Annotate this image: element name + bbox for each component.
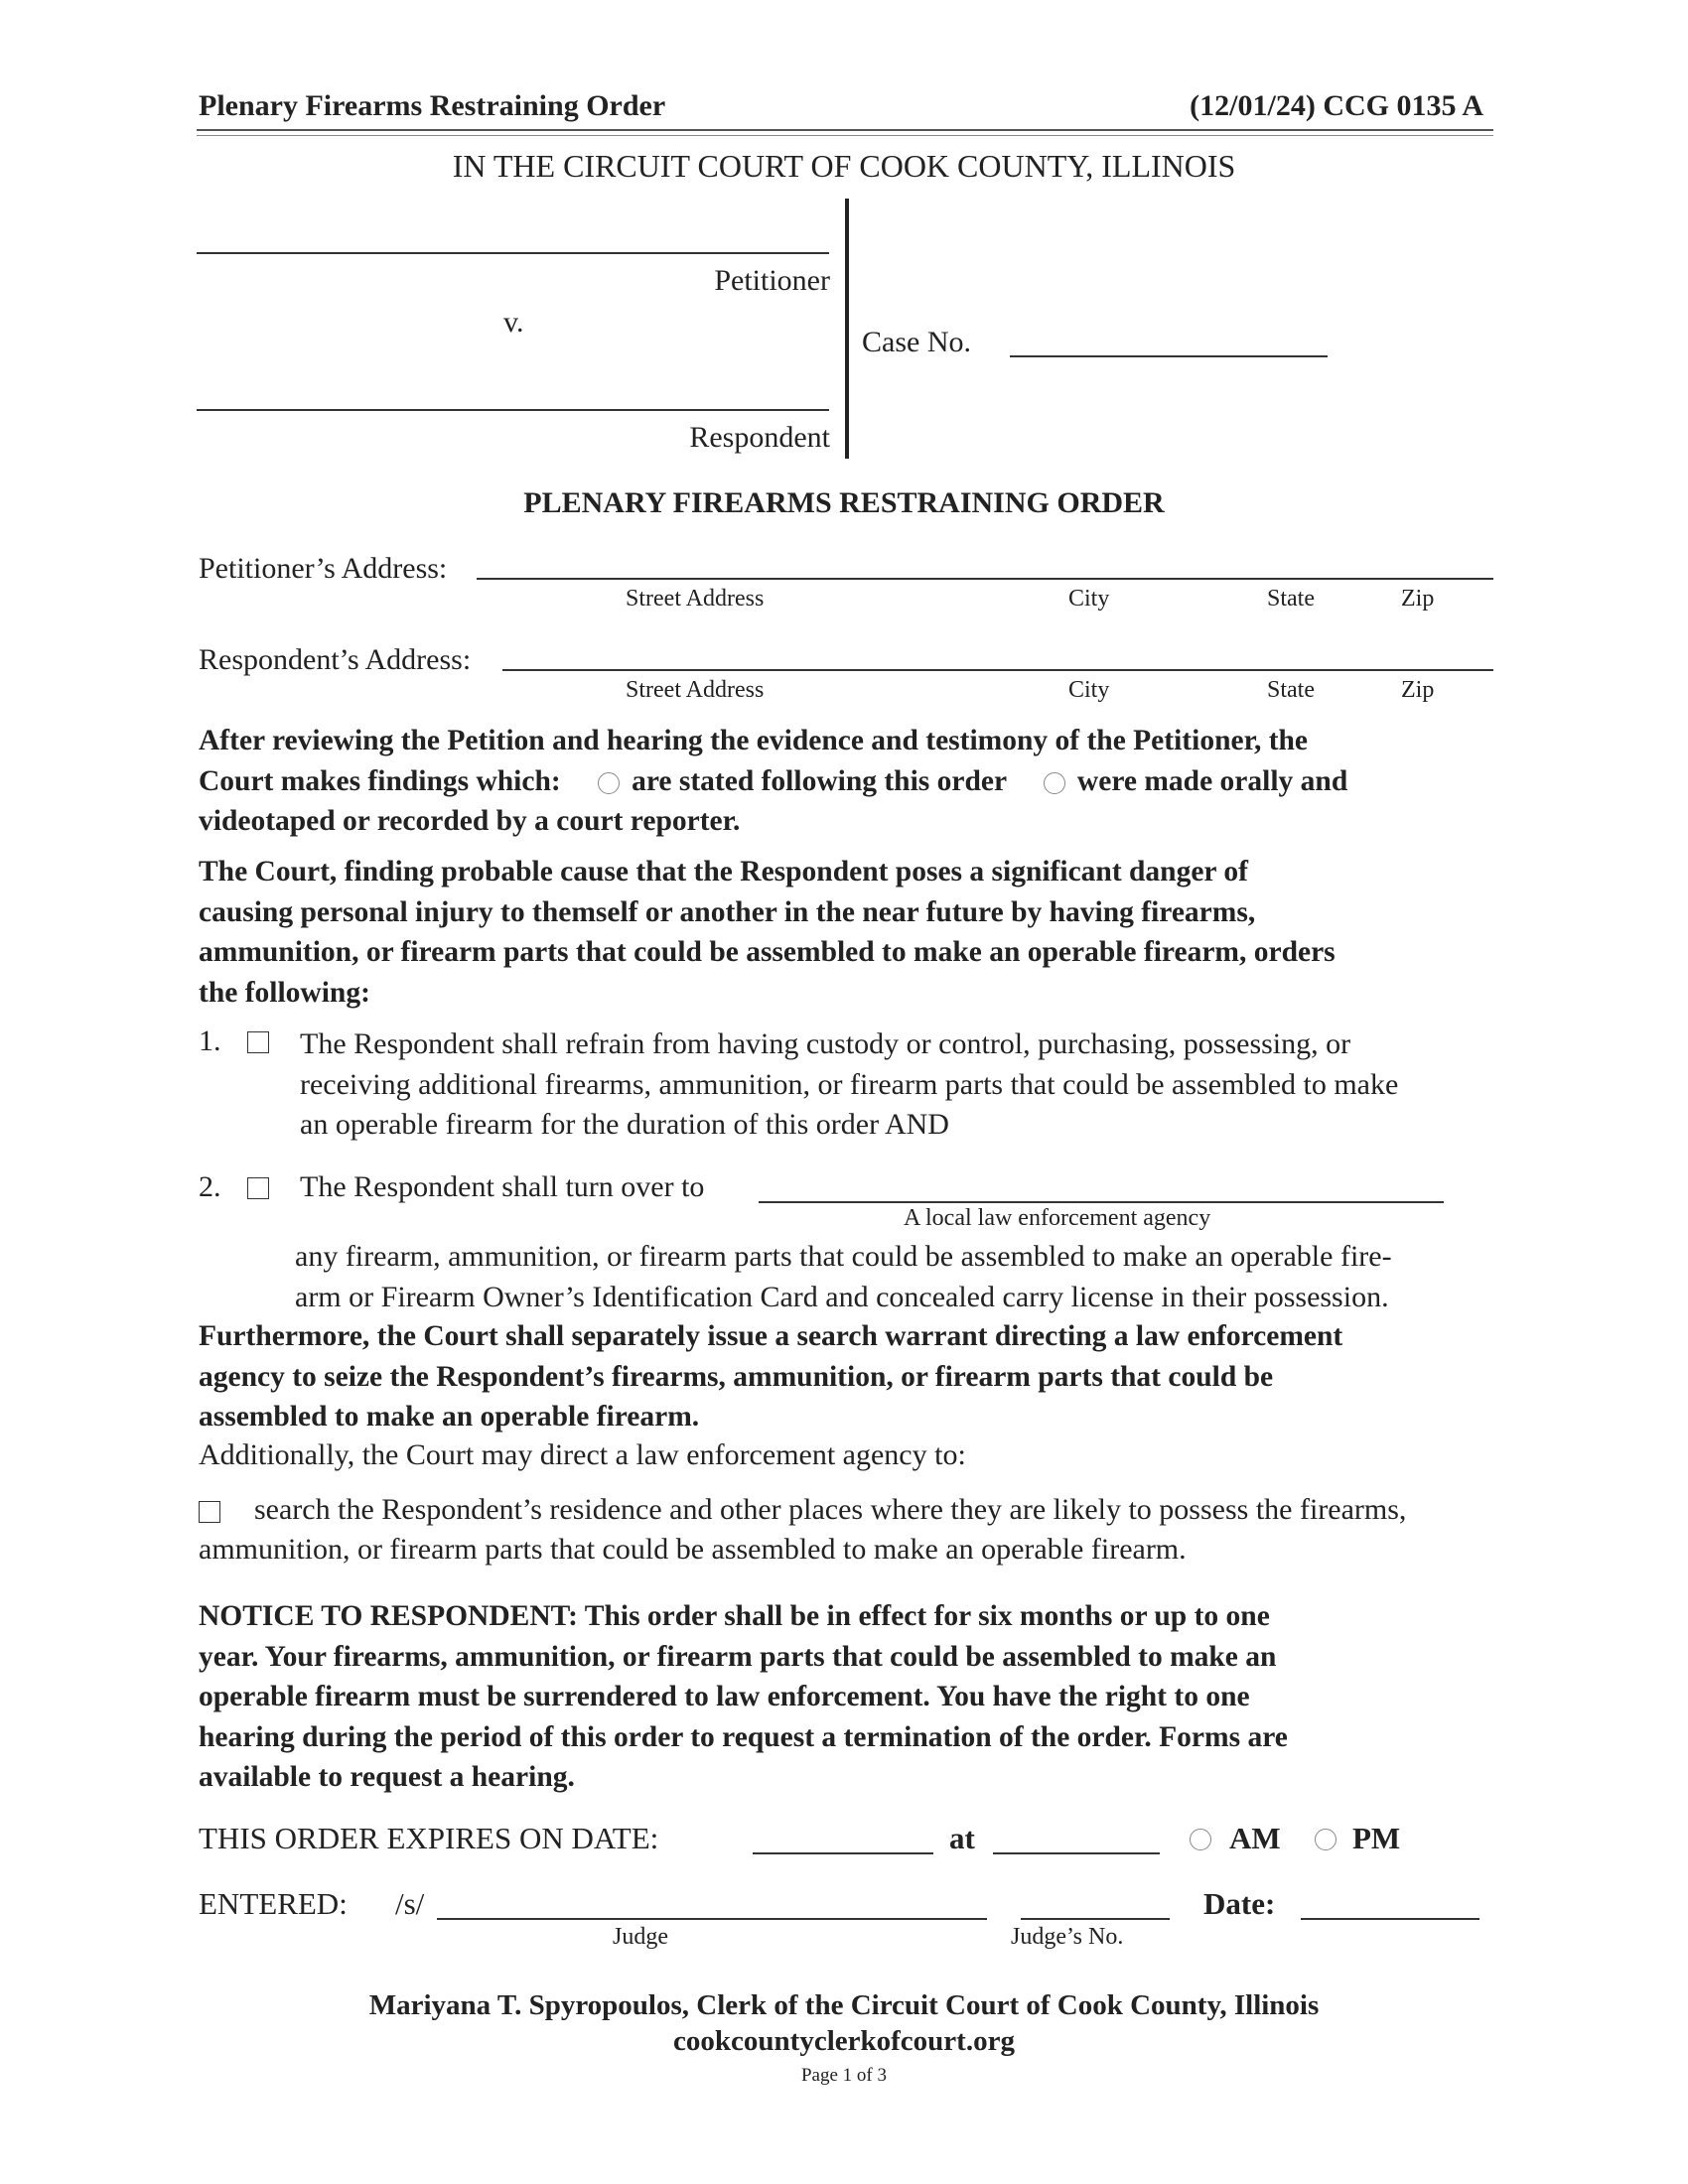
search-line-2: ammunition, or firearm parts that could be assembled to make an operable firearm. xyxy=(199,1533,1187,1566)
respondent-zip-caption: Zip xyxy=(1401,677,1435,703)
judge-no-line xyxy=(1021,1918,1170,1920)
furthermore-line: agency to seize the Respondent’s firearms, ammunition, or firearm parts that could be xyxy=(199,1360,1274,1393)
item-1-line: The Respondent shall refrain from having custody or control, purchasing, possessing, or xyxy=(300,1027,1351,1060)
search-line-1: search the Respondent’s residence and other places where they are likely to possess the firearms, xyxy=(254,1493,1407,1526)
findings-stated-radio[interactable] xyxy=(598,772,620,794)
petitioner-address-input[interactable] xyxy=(479,544,1493,578)
case-no-input[interactable] xyxy=(1013,320,1327,355)
page-number: Page 1 of 3 xyxy=(800,2065,887,2086)
item-1-text xyxy=(300,1024,1511,1146)
probable-cause-paragraph xyxy=(199,852,1509,1013)
additionally-text: Additionally, the Court may direct a law enforcement agency to: xyxy=(199,1438,966,1471)
entered-label: ENTERED: xyxy=(199,1886,348,1921)
notice-line: available to request a hearing. xyxy=(199,1761,575,1793)
notice-line: hearing during the period of this order to request a termination of the order. Forms are xyxy=(199,1720,1288,1753)
judge-no-input[interactable] xyxy=(1023,1882,1170,1918)
respondent-address-line xyxy=(502,669,1493,671)
agency-line xyxy=(759,1201,1444,1203)
case-no-label: Case No. xyxy=(862,326,971,358)
item-2-text: The Respondent shall turn over to xyxy=(300,1170,705,1203)
date-label: Date: xyxy=(1203,1886,1276,1921)
item-1-line: an operable firearm for the duration of this order AND xyxy=(300,1108,949,1141)
findings-line-2 xyxy=(199,761,1509,802)
expires-time-line xyxy=(993,1852,1160,1854)
findings-oral-radio[interactable] xyxy=(1044,772,1065,794)
clerk-website: cookcountyclerkofcourt.org xyxy=(673,2025,1015,2057)
petitioner-name-input[interactable] xyxy=(199,216,828,252)
clerk-line: Mariyana T. Spyropoulos, Clerk of the Circuit Court of Cook County, Illinois xyxy=(368,1989,1320,2021)
findings-prefix: Court makes findings which: xyxy=(199,764,561,797)
respondent-address-input[interactable] xyxy=(504,635,1493,669)
petitioner-city-caption: City xyxy=(1068,586,1110,612)
item-1-number: 1. xyxy=(199,1024,221,1057)
am-label: AM xyxy=(1229,1821,1281,1855)
notice-line: year. Your firearms, ammunition, or firearm parts that could be assembled to make an xyxy=(199,1640,1277,1673)
pm-label: PM xyxy=(1352,1821,1401,1855)
respondent-name-input[interactable] xyxy=(199,373,828,409)
agency-input[interactable] xyxy=(761,1165,1444,1201)
expires-label: THIS ORDER EXPIRES ON DATE: xyxy=(199,1821,659,1855)
respondent-label: Respondent xyxy=(689,421,830,454)
item-1-line: receiving additional firearms, ammunition, or firearm parts that could be assembled to make xyxy=(300,1067,1399,1101)
item-2-checkbox[interactable] xyxy=(247,1177,269,1199)
judge-signature-input[interactable] xyxy=(439,1882,987,1918)
petitioner-address-label: Petitioner’s Address: xyxy=(199,552,448,585)
findings-option-oral: were made orally and xyxy=(1076,764,1348,797)
respondent-street-caption: Street Address xyxy=(626,677,765,703)
petitioner-street-caption: Street Address xyxy=(626,586,765,612)
petitioner-name-line xyxy=(197,252,829,254)
item-2-continuation xyxy=(295,1237,1526,1317)
agency-caption: A local law enforcement agency xyxy=(904,1205,1211,1231)
respondent-name-line xyxy=(197,409,829,411)
petitioner-label: Petitioner xyxy=(714,264,830,297)
order-title: PLENARY FIREARMS RESTRAINING ORDER xyxy=(523,486,1165,519)
furthermore-line: assembled to make an operable firearm. xyxy=(199,1401,700,1433)
item-1-checkbox[interactable] xyxy=(247,1031,269,1053)
expires-date-input[interactable] xyxy=(755,1817,933,1852)
date-input[interactable] xyxy=(1303,1882,1479,1918)
petitioner-address-line xyxy=(477,578,1493,580)
respondent-state-caption: State xyxy=(1267,677,1315,703)
case-no-line xyxy=(1010,355,1328,357)
date-line xyxy=(1301,1918,1479,1920)
findings-option-stated: are stated following this order xyxy=(632,764,1007,797)
findings-line-1: After reviewing the Petition and hearing the evidence and testimony of the Petitioner, the xyxy=(199,725,1309,756)
notice-paragraph xyxy=(199,1596,1529,1798)
probable-cause-line: The Court, finding probable cause that the Respondent poses a significant danger of xyxy=(199,856,1248,887)
header-rule-2 xyxy=(197,135,1493,136)
furthermore-paragraph xyxy=(199,1316,1529,1437)
court-title: IN THE CIRCUIT COURT OF COOK COUNTY, ILLINOIS xyxy=(452,148,1236,184)
form-code: (12/01/24) CCG 0135 A xyxy=(1190,89,1483,122)
probable-cause-line: the following: xyxy=(199,976,370,1009)
judge-caption: Judge xyxy=(613,1924,668,1950)
respondent-city-caption: City xyxy=(1068,677,1110,703)
judge-signature-line xyxy=(437,1918,987,1920)
judge-no-caption: Judge’s No. xyxy=(1011,1924,1124,1950)
versus-label: v. xyxy=(503,306,524,339)
notice-line: operable firearm must be surrendered to law enforcement. You have the right to one xyxy=(199,1681,1250,1712)
item-2-line: arm or Firearm Owner’s Identification Card and concealed carry license in their possession. xyxy=(295,1280,1389,1313)
am-radio[interactable] xyxy=(1190,1829,1211,1850)
expires-date-line xyxy=(753,1852,933,1854)
probable-cause-line: ammunition, or firearm parts that could be assembled to make an operable firearm, orders xyxy=(199,936,1336,968)
petitioner-state-caption: State xyxy=(1267,586,1315,612)
header-rule xyxy=(197,129,1493,131)
expires-at-label: at xyxy=(949,1821,975,1855)
findings-paragraph xyxy=(199,721,1509,842)
caption-divider xyxy=(845,199,849,459)
pm-radio[interactable] xyxy=(1315,1829,1336,1850)
item-2-line: any firearm, ammunition, or firearm parts that could be assembled to make an operable fire- xyxy=(295,1240,1392,1273)
petitioner-zip-caption: Zip xyxy=(1401,586,1435,612)
furthermore-line: Furthermore, the Court shall separately issue a search warrant directing a law enforcement xyxy=(199,1320,1343,1352)
respondent-address-label: Respondent’s Address: xyxy=(199,643,472,676)
signature-prefix: /s/ xyxy=(395,1886,425,1921)
form-title: Plenary Firearms Restraining Order xyxy=(199,89,666,122)
findings-line-3: videotaped or recorded by a court reporter. xyxy=(199,805,741,837)
search-checkbox[interactable] xyxy=(199,1501,220,1523)
item-2-number: 2. xyxy=(199,1170,221,1203)
notice-line: NOTICE TO RESPONDENT: This order shall be in effect for six months or up to one xyxy=(199,1600,1270,1632)
expires-time-input[interactable] xyxy=(995,1817,1160,1852)
probable-cause-line: causing personal injury to themself or another in the near future by having firearms, xyxy=(199,895,1256,928)
